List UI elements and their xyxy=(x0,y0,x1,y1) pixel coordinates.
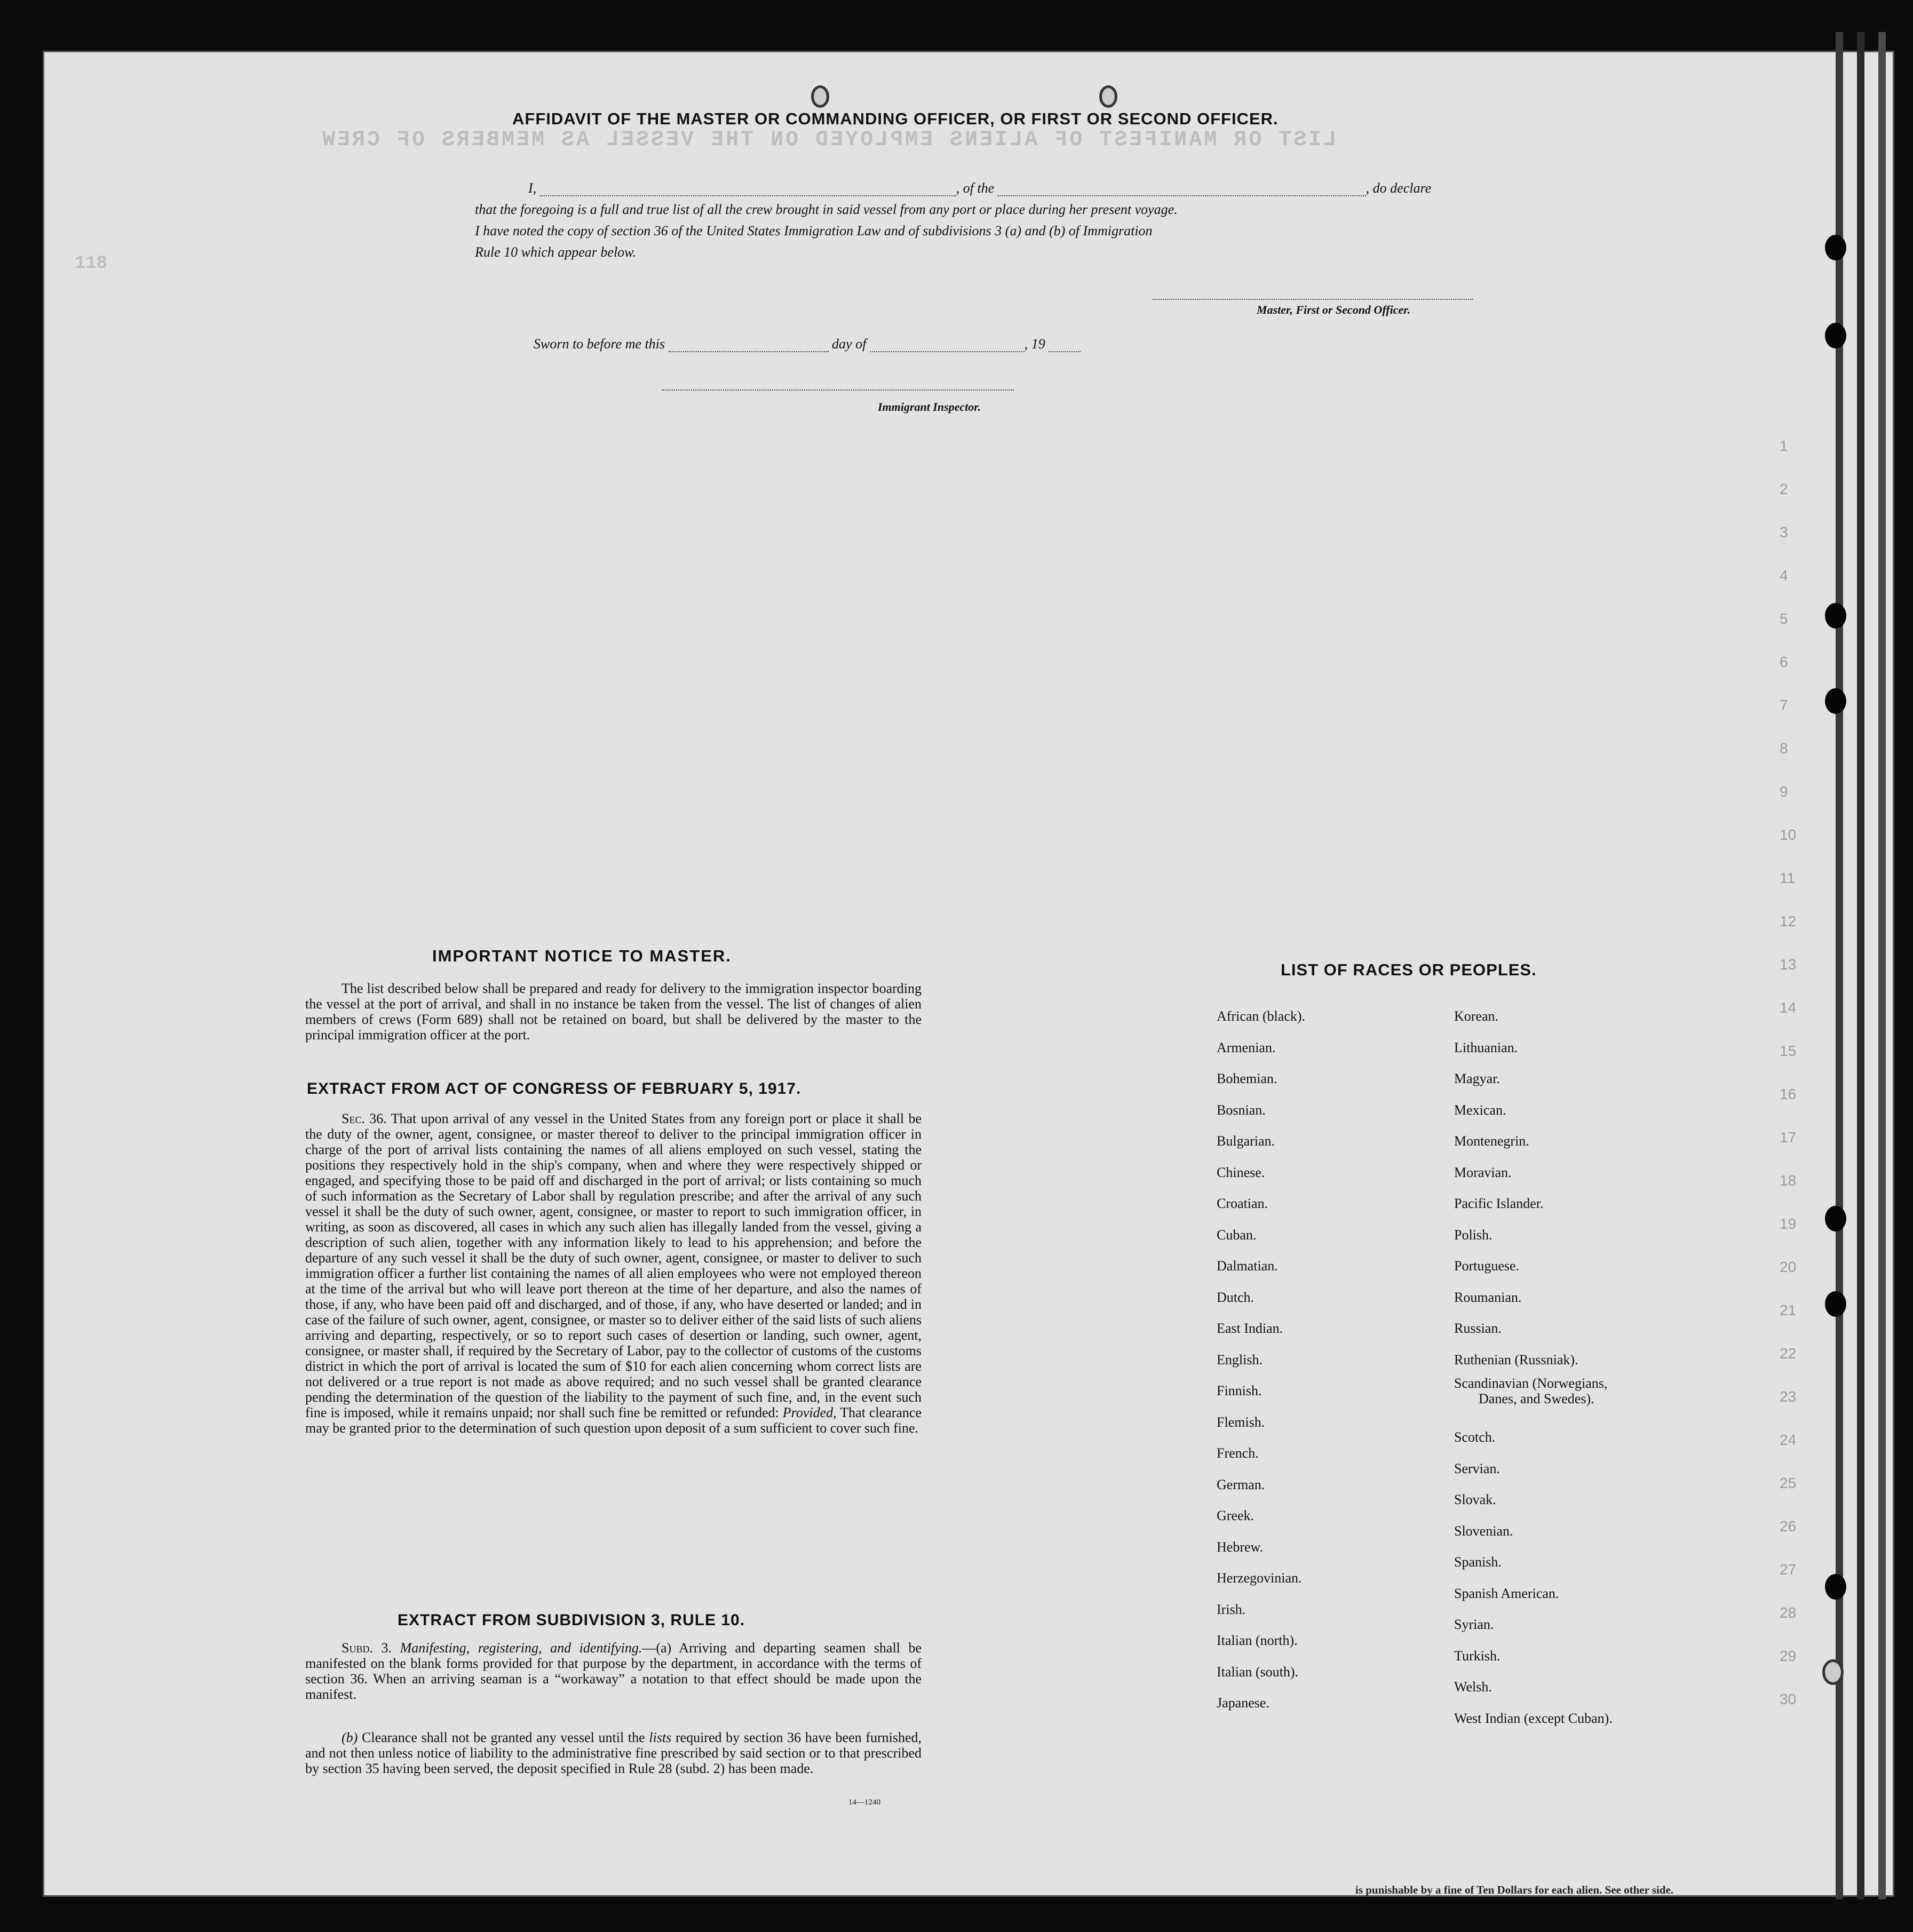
page-edge xyxy=(1878,32,1886,1899)
affidavit-line-1 xyxy=(475,180,1431,196)
affidavit-of-the: , of the xyxy=(956,180,995,196)
race-item: Scotch. xyxy=(1454,1429,1496,1445)
affidavit-line-2: that the foregoing is a full and true list of all the crew brought in said vessel from any port or place during her present voyage. xyxy=(475,202,1178,217)
race-item: Montenegrin. xyxy=(1454,1133,1529,1149)
notice-body: The list described below shall be prepared and ready for delivery to the immigration inspector boarding the vessel at the port of arrival, and shall in no instance be taken from the vessel. The list of changes of alien members of crews (Form 689) shall not be retained on board, but shall be delivered by the master to the principal immigration officer at the port. xyxy=(305,981,922,1043)
subd-b-part2: required by section 36 have been furnished, and not then unless notice of liability to the administrative fine prescribed by said section or to that prescribed by section 35 having been served, the deposit specified in Rule 28 (subd. 2) has been made. xyxy=(305,1730,922,1776)
binder-ring xyxy=(1099,85,1117,108)
form-number: 14—1240 xyxy=(848,1798,880,1807)
bleed-through-row-number: 7 xyxy=(1780,697,1788,713)
race-item: Italian (south). xyxy=(1217,1664,1299,1680)
race-item: Mexican. xyxy=(1454,1102,1506,1118)
binder-hole xyxy=(1825,688,1846,714)
binder-ring xyxy=(811,85,829,108)
race-item: Bohemian. xyxy=(1217,1071,1277,1086)
bleed-through-row-number: 9 xyxy=(1780,783,1788,800)
race-item: Dutch. xyxy=(1217,1289,1255,1305)
race-item: Turkish. xyxy=(1454,1648,1501,1664)
sworn-line xyxy=(534,336,1081,352)
inspector-signature-field[interactable] xyxy=(662,389,1014,391)
subd-label: Subd. 3. xyxy=(342,1640,392,1656)
race-item: Spanish. xyxy=(1454,1554,1502,1570)
races-title: LIST OF RACES OR PEOPLES. xyxy=(1281,960,1537,979)
subd-heading: Manifesting, registering, and identifying. xyxy=(400,1640,642,1656)
race-item: Finnish. xyxy=(1217,1383,1262,1398)
bleed-through-row-number: 6 xyxy=(1780,654,1788,670)
binder-hole xyxy=(1825,323,1846,348)
race-item: Portuguese. xyxy=(1454,1258,1520,1274)
bleed-through-row-number: 23 xyxy=(1780,1388,1797,1405)
race-item: Syrian. xyxy=(1454,1617,1494,1632)
bleed-through-row-number: 10 xyxy=(1780,826,1797,843)
notice-title: IMPORTANT NOTICE TO MASTER. xyxy=(432,947,732,965)
bleed-through-row-number: 1 xyxy=(1780,438,1788,454)
binder-hole xyxy=(1825,235,1846,260)
affidavit-i: I, xyxy=(528,180,537,196)
race-item: English. xyxy=(1217,1351,1263,1367)
fine-footer-note: is punishable by a fine of Ten Dollars for each alien. See other side. xyxy=(1355,1883,1674,1896)
subd-b-lists: lists xyxy=(649,1730,672,1745)
affidavit-title: AFFIDAVIT OF THE MASTER OR COMMANDING OFFICER, OR FIRST OR SECOND OFFICER. xyxy=(512,109,1279,128)
section-36-proviso-rest: That clearance may be granted prior to the determination of such question upon deposit of a sum sufficient to cover such fine. xyxy=(305,1405,922,1436)
race-item: Irish. xyxy=(1217,1601,1246,1617)
race-item: Chinese. xyxy=(1217,1164,1265,1180)
binder-hole xyxy=(1825,1574,1846,1600)
bleed-through-row-number: 25 xyxy=(1780,1475,1797,1491)
race-item: Hebrew. xyxy=(1217,1539,1264,1555)
race-item: Ruthenian (Russniak). xyxy=(1454,1351,1578,1367)
sworn-day-field[interactable] xyxy=(669,351,829,352)
bleed-through-row-number: 16 xyxy=(1780,1086,1797,1102)
race-item: Cuban. xyxy=(1217,1227,1257,1243)
binder-hole xyxy=(1825,1206,1846,1231)
page-edge xyxy=(1857,32,1864,1899)
subdivision-3a-text xyxy=(305,1640,922,1702)
master-caption: Master, First or Second Officer. xyxy=(1257,303,1411,316)
race-item: Bulgarian. xyxy=(1217,1133,1275,1149)
page-edge xyxy=(1836,32,1843,1899)
bleed-through-row-number: 13 xyxy=(1780,956,1797,973)
bleed-through-heading: LIST OR MANIFEST OF ALIENS EMPLOYED ON THE VESSEL AS MEMBERS OF CREW xyxy=(320,128,1337,152)
bleed-through-row-number: 20 xyxy=(1780,1259,1797,1275)
race-item: Welsh. xyxy=(1454,1679,1492,1695)
master-signature-field[interactable] xyxy=(1153,299,1473,300)
race-item: Dalmatian. xyxy=(1217,1258,1278,1274)
race-item: Japanese. xyxy=(1217,1695,1269,1711)
bleed-through-row-number: 30 xyxy=(1780,1691,1797,1707)
bleed-through-row-number: 11 xyxy=(1780,870,1796,886)
bleed-through-row-number: 19 xyxy=(1780,1215,1797,1232)
affidavit-do-declare: , do declare xyxy=(1366,180,1432,196)
races-left-column xyxy=(1217,1001,1305,1719)
sworn-year-field[interactable] xyxy=(1049,351,1081,352)
race-item: Armenian. xyxy=(1217,1039,1276,1055)
race-item: Herzegovinian. xyxy=(1217,1570,1302,1586)
race-item: Lithuanian. xyxy=(1454,1039,1518,1055)
bleed-through-row-number: 8 xyxy=(1780,740,1788,757)
bleed-through-row-number: 4 xyxy=(1780,567,1788,584)
race-item: Danes, and Swedes). xyxy=(1479,1391,1594,1406)
bleed-through-row-number: 27 xyxy=(1780,1561,1797,1578)
race-item: Croatian. xyxy=(1217,1196,1268,1211)
sworn-month-field[interactable] xyxy=(870,351,1025,352)
races-right-column xyxy=(1454,1001,1613,1734)
race-item: Spanish American. xyxy=(1454,1585,1559,1601)
sworn-year: , 19 xyxy=(1024,336,1045,352)
bleed-through-row-number: 14 xyxy=(1780,999,1797,1016)
bleed-through-page-number: 118 xyxy=(75,253,108,274)
race-item: French. xyxy=(1217,1445,1259,1461)
bleed-through-row-number: 22 xyxy=(1780,1345,1797,1362)
race-item: Korean. xyxy=(1454,1008,1499,1024)
race-item: Bosnian. xyxy=(1217,1102,1266,1118)
section-36-label: Sec. 36. xyxy=(342,1111,387,1126)
bleed-through-row-number: 28 xyxy=(1780,1604,1797,1621)
race-item: Greek. xyxy=(1217,1508,1255,1523)
race-item: Russian. xyxy=(1454,1321,1502,1336)
binder-ring xyxy=(1822,1659,1844,1685)
binder-hole xyxy=(1825,1291,1846,1317)
race-item: West Indian (except Cuban). xyxy=(1454,1710,1613,1726)
sworn-prefix: Sworn to before me this xyxy=(534,336,665,352)
race-item: Italian (north). xyxy=(1217,1633,1298,1648)
bleed-through-row-number: 29 xyxy=(1780,1648,1797,1664)
race-item: Slovenian. xyxy=(1454,1523,1513,1539)
race-item: Magyar. xyxy=(1454,1071,1500,1086)
rule-extract-title: EXTRACT FROM SUBDIVISION 3, RULE 10. xyxy=(398,1611,745,1629)
subdivision-3b-text xyxy=(305,1730,922,1776)
bleed-through-row-number: 18 xyxy=(1780,1172,1797,1189)
section-36-body: That upon arrival of any vessel in the United States from any foreign port or place it shall be the duty of the owner, agent, consignee, or master thereof to deliver to the principal immigration officer in charge of the port of arrival lists containing the names of all aliens employed on such vessel, stating the positions they respectively hold in the ship's company, when and where they were respectively shipped or engaged, and specifying those to be paid off and discharged in the port of arrival; or lists containing so much of such information as the Secretary of Labor shall by regulation prescribe; and after the arrival of any such vessel it shall be the duty of such owner, agent, consignee, or master to report to such immigration officer, in writing, as soon as discovered, all cases in which any such alien has illegally landed from the vessel, giving a description of such alien, together with any information likely to lead to his apprehension; and before the departure of any such vessel it shall be the duty of such owner, agent, consignee, or master to deliver to such immigration officer a further list containing the names of all alien employees who were not employed thereon at the time of the arrival but who will leave port thereon at the time of her departure, and also the names of those, if any, who have been paid off and discharged, and of those, if any, who have deserted or landed; and in case of the failure of such owner, agent, consignee, or master so to deliver either of the said lists of such aliens arriving and departing, respectively, or so to report such cases of desertion or landing, such owner, agent, consignee, or master shall, if required by the Secretary of Labor, pay to the collector of customs of the customs district in which the port of arrival is located the sum of $10 for each alien concerning whom correct lists are not delivered or a true report is not made as above required; and no such vessel shall be granted clearance pending the determination of the question of the liability to the payment of such fine, and, in the event such fine is imposed, while it remains unpaid; nor shall such fine be remitted or refunded: xyxy=(305,1111,922,1420)
subd-para-a: —(a) Arriving and departing seamen shall be manifested on the blank forms provided for that purpose by the department, in accordance with the terms of section 36. When an arriving seaman is a “workaway” a notation to that effect should be made upon the manifest. xyxy=(305,1640,922,1702)
manifest-sheet xyxy=(43,51,1894,1897)
bleed-through-row-number: 15 xyxy=(1780,1043,1797,1059)
binder-hole xyxy=(1825,603,1846,629)
subd-b-part1: Clearance shall not be granted any vessel until the xyxy=(362,1730,645,1745)
race-item: Pacific Islander. xyxy=(1454,1196,1544,1211)
affidavit-line-4: Rule 10 which appear below. xyxy=(475,244,637,260)
race-item: Moravian. xyxy=(1454,1164,1512,1180)
race-item: East Indian. xyxy=(1217,1321,1283,1336)
bleed-through-row-number: 12 xyxy=(1780,913,1797,929)
race-item: Slovak. xyxy=(1454,1492,1496,1507)
section-36-text xyxy=(305,1111,922,1436)
race-item: Servian. xyxy=(1454,1460,1500,1476)
declarant-name-field[interactable] xyxy=(540,195,956,196)
race-item: Roumanian. xyxy=(1454,1289,1522,1305)
sworn-day-of: day of xyxy=(832,336,867,352)
bleed-through-row-number: 2 xyxy=(1780,481,1788,497)
race-item: African (black). xyxy=(1217,1008,1306,1024)
subd-b-label: (b) xyxy=(342,1730,358,1745)
bleed-through-row-number: 5 xyxy=(1780,610,1788,627)
bleed-through-row-number: 21 xyxy=(1780,1302,1797,1318)
bleed-through-row-number: 26 xyxy=(1780,1518,1797,1535)
race-item: Polish. xyxy=(1454,1227,1493,1243)
section-36-proviso-word: Provided, xyxy=(782,1405,837,1420)
race-item: Flemish. xyxy=(1217,1414,1265,1430)
bleed-through-row-number: 17 xyxy=(1780,1129,1797,1146)
bleed-through-row-number: 3 xyxy=(1780,524,1788,540)
bleed-through-row-number: 24 xyxy=(1780,1432,1797,1448)
vessel-name-field[interactable] xyxy=(998,195,1366,196)
affidavit-line-3: I have noted the copy of section 36 of the United States Immigration Law and of subdivisions 3 (a) and (b) of Immigration xyxy=(475,223,1153,238)
race-item: German. xyxy=(1217,1476,1265,1492)
inspector-caption: Immigrant Inspector. xyxy=(878,400,981,414)
race-item: Scandinavian (Norwegians, xyxy=(1454,1376,1608,1391)
act-extract-title: EXTRACT FROM ACT OF CONGRESS OF FEBRUARY 5, 1917. xyxy=(307,1080,801,1098)
